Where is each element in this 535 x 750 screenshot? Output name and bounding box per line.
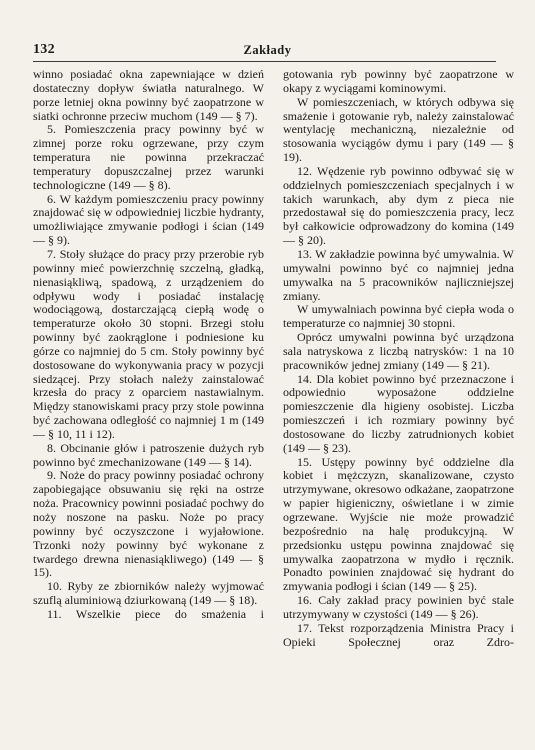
paragraph: 10. Ryby ze zbiorników należy wyjmować szuflą aluminiową dziurkowaną (149 — § 18).	[33, 579, 264, 608]
paragraph: 14. Dla kobiet powinno być przeznaczone i odpowiednio wyposażone oddzielne pomieszczenie dla higieny osobistej. Liczba pomieszczeń i ich rozmiary powinny być dostosowane do liczby zatrudnionych kobiet (149 — § 23).	[283, 371, 514, 455]
paragraph: 7. Stoły służące do pracy przy przerobie ryb powinny mieć powierzchnię szczelną, gładką, nienasiąkliwą, spadową, z urządzeniem do odpływu wody i posiadać instalację wodociągową, dostarczającą ciepłą wodę o temperaturze około 30 stopni. Brzegi stołu powinny być zaokrąglone i podniesione ku górze co najmniej do 5 cm. Stoły powinny być dostosowane do wykonywania pracy w pozycji siedzącej. Przy stołach należy zainstalować krzesła do pracy z oparciem nastawialnym. Między stanowiskami pracy przy stole powinna być zachowana odległość co najmniej 1 m (149 — § 10, 11 i 12).	[33, 246, 264, 441]
paragraph: winno posiadać okna zapewniające w dzień dostateczny dopływ światła naturalnego. W porze letniej okna powinny być zaopatrzone w siatki ochronne przeciw muchom (149 — § 7).	[33, 67, 264, 123]
paragraph: W umywalniach powinna być ciepła woda o temperaturze co najmniej 30 stopni.	[283, 302, 514, 331]
paragraph: 5. Pomieszczenia pracy powinny być w zimnej porze roku ogrzewane, przy czym temperatura nie powinna przekraczać temperatury dopuszczalnej przez warunki technologiczne (149 — § 8).	[33, 122, 264, 192]
paragraph: 13. W zakładzie powinna być umywalnia. W umywalni powinno być co najmniej jedna umywalka na 5 pracowników najliczniejszej zmiany.	[283, 246, 514, 303]
page-header	[0, 0, 535, 62]
header-rule	[33, 61, 496, 62]
paragraph: 9. Noże do pracy powinny posiadać ochrony zapobiegające obsuwaniu się ręki na ostrze noża. Pracownicy powinni posiadać pochwy do noży noszone na pasku. Noże po pracy powinny być oczyszczone i wyjałowione. Trzonki noży powinny być wykonane z twardego drewna nienasiąkliwego) (149 — § 15).	[33, 468, 264, 580]
paragraph: W pomieszczeniach, w których odbywa się smażenie i gotowanie ryb, należy zainstalować wentylację mechaniczną, niezależnie od stosowania wyciągów dymu i pary (149 — § 19).	[283, 94, 514, 165]
paragraph: 16. Cały zakład pracy powinien być stale utrzymywany w czystości (149 — § 26).	[283, 593, 514, 621]
paragraph: gotowania ryb powinny być zaopatrzone w okapy z wyciągami kominowymi.	[283, 67, 514, 95]
paragraph: 6. W każdym pomieszczeniu pracy powinny znajdować się w odpowiedniej liczbie hydranty, umożliwiające zmywanie podłogi i ścian (149 — § 9).	[33, 191, 264, 248]
page-number: 132	[33, 42, 55, 57]
paragraph: 11. Wszelkie piece do smażenia i	[47, 606, 264, 621]
paragraph: Oprócz umywalni powinna być urządzona sala natryskowa z liczbą natrysków: 1 na 10 pracowników jednej zmiany (149 — § 21).	[283, 330, 514, 372]
paragraph: 17. Tekst rozporządzenia Ministra Pracy i Opieki Społecznej oraz Zdro-	[283, 620, 514, 649]
left-column	[33, 68, 264, 622]
paragraph: 15. Ustępy powinny być oddzielne dla kobiet i mężczyzn, skanalizowane, czysto utrzymywane, okresowo odkażane, zaopatrzone w papier higieniczny, oświetlane i w zimie ogrzewane. Wyjście nie może prowadzić bezpośrednio na halę produkcyjną. W przedsionku ustępu powinna znajdować się umywalka zaopatrzona w mydło i ręcznik. Ponadto powinien znajdować się hydrant do zmywania podłogi i ścian (149 — § 25).	[283, 454, 514, 594]
paragraph: 8. Obcinanie głów i patroszenie dużych ryb powinno być zmechanizowane (149 — § 14).	[33, 440, 264, 469]
right-column	[283, 68, 514, 649]
paragraph: 12. Wędzenie ryb powinno odbywać się w oddzielnych pomieszczeniach specjalnych i w takich warunkach, aby dym z pieca nie przedostawał się do pomieszczenia pracy, lecz był całkowicie odprowadzony do komina (149 — § 20).	[283, 163, 514, 248]
running-title: Zakłady	[243, 43, 292, 57]
